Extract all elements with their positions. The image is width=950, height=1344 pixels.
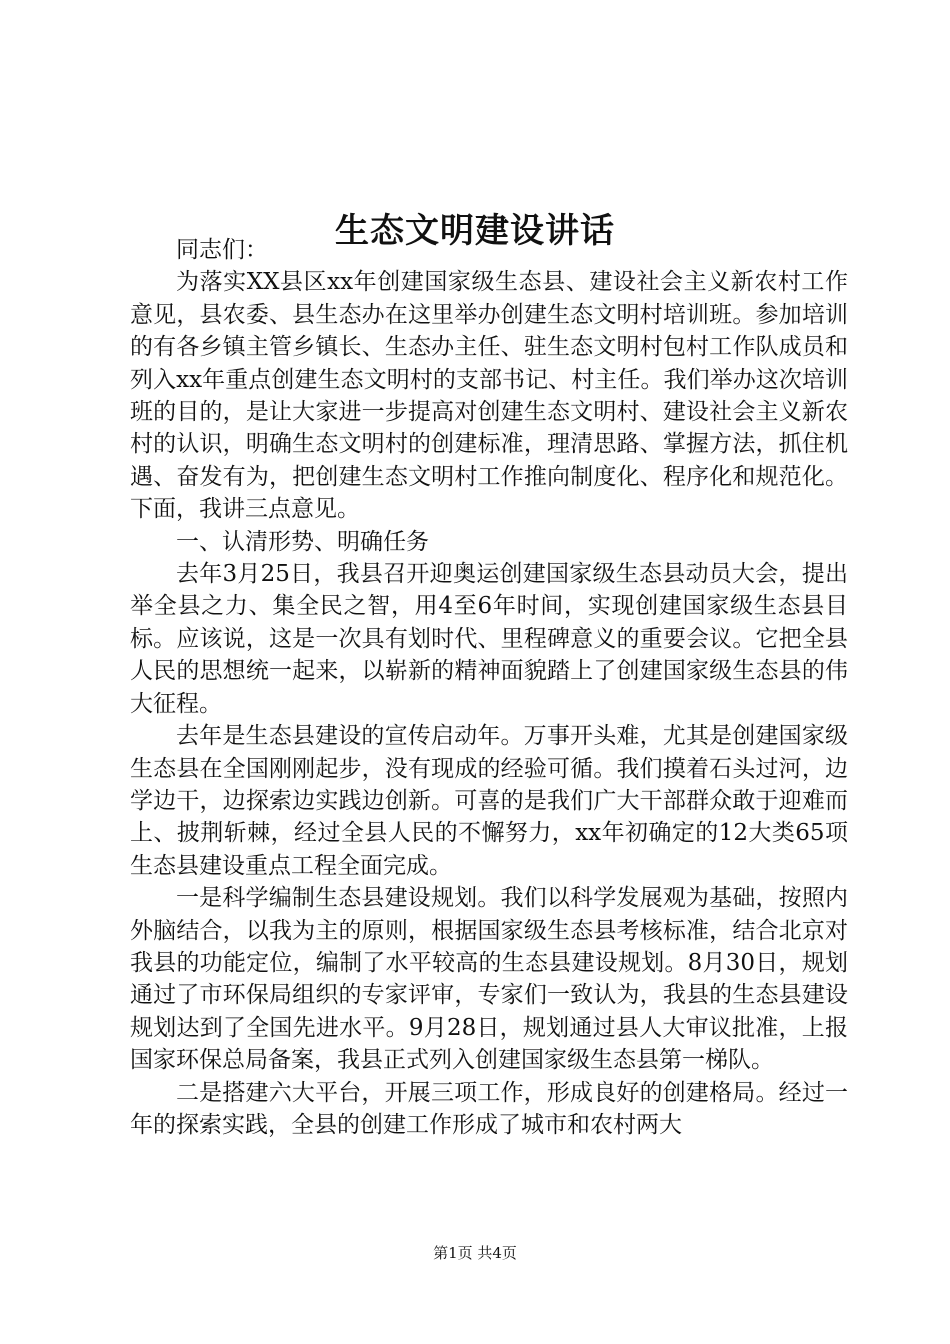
section-heading: 一、认清形势、明确任务 bbox=[176, 528, 429, 555]
body-paragraph: 去年是生态县建设的宣传启动年。万事开头难，尤其是创建国家级生态县在全国刚刚起步，没有现成的经验可循。我们摸着石头过河，边学边干，边探索边实践边创新。可喜的是我们广大干部群众敢于迎难而上、披荆斩棘，经过全县人民的不懈努力，xx年初确定的12大类65项生态县建设重点工程全面完成。 bbox=[130, 723, 848, 879]
body-paragraph: 去年3月25日，我县召开迎奥运创建国家级生态县动员大会，提出举全县之力、集全民之智，用4至6年时间，实现创建国家级生态县目标。应该说，这是一次具有划时代、里程碑意义的重要会议。它把全县人民的思想统一起来，以崭新的精神面貌踏上了创建国家级生态县的伟大征程。 bbox=[130, 561, 848, 717]
intro-paragraph: 为落实XX县区xx年创建国家级生态县、建设社会主义新农村工作意见，县农委、县生态办在这里举办创建生态文明村培训班。参加培训的有各乡镇主管乡镇长、生态办主任、驻生态文明村包村工作队成员和列入xx年重点创建生态文明村的支部书记、村主任。我们举办这次培训班的目的，是让大家进一步提高对创建生态文明村、建设社会主义新农村的认识，明确生态文明村的创建标准，理清思路、掌握方法，抓住机遇、奋发有为，把创建生态文明村工作推向制度化、程序化和规范化。下面，我讲三点意见。 bbox=[130, 269, 848, 523]
document-title: 生态文明建设讲话 bbox=[335, 210, 615, 251]
salutation-paragraph: 同志们： bbox=[176, 237, 268, 263]
document-body bbox=[130, 234, 848, 1141]
page-footer: 第1页 共4页 bbox=[433, 1244, 517, 1262]
body-paragraph: 一是科学编制生态县建设规划。我们以科学发展观为基础，按照内外脑结合，以我为主的原则，根据国家级生态县考核标准，结合北京对我县的功能定位，编制了水平较高的生态县建设规划。8月30日，规划通过了市环保局组织的专家评审，专家们一致认为，我县的生态县建设规划达到了全国先进水平。9月28日，规划通过县人大审议批准，上报国家环保总局备案，我县正式列入创建国家级生态县第一梯队。 bbox=[130, 885, 848, 1074]
body-paragraph: 二是搭建六大平台，开展三项工作，形成良好的创建格局。经过一年的探索实践，全县的创建工作形成了城市和农村两大 bbox=[130, 1079, 848, 1138]
